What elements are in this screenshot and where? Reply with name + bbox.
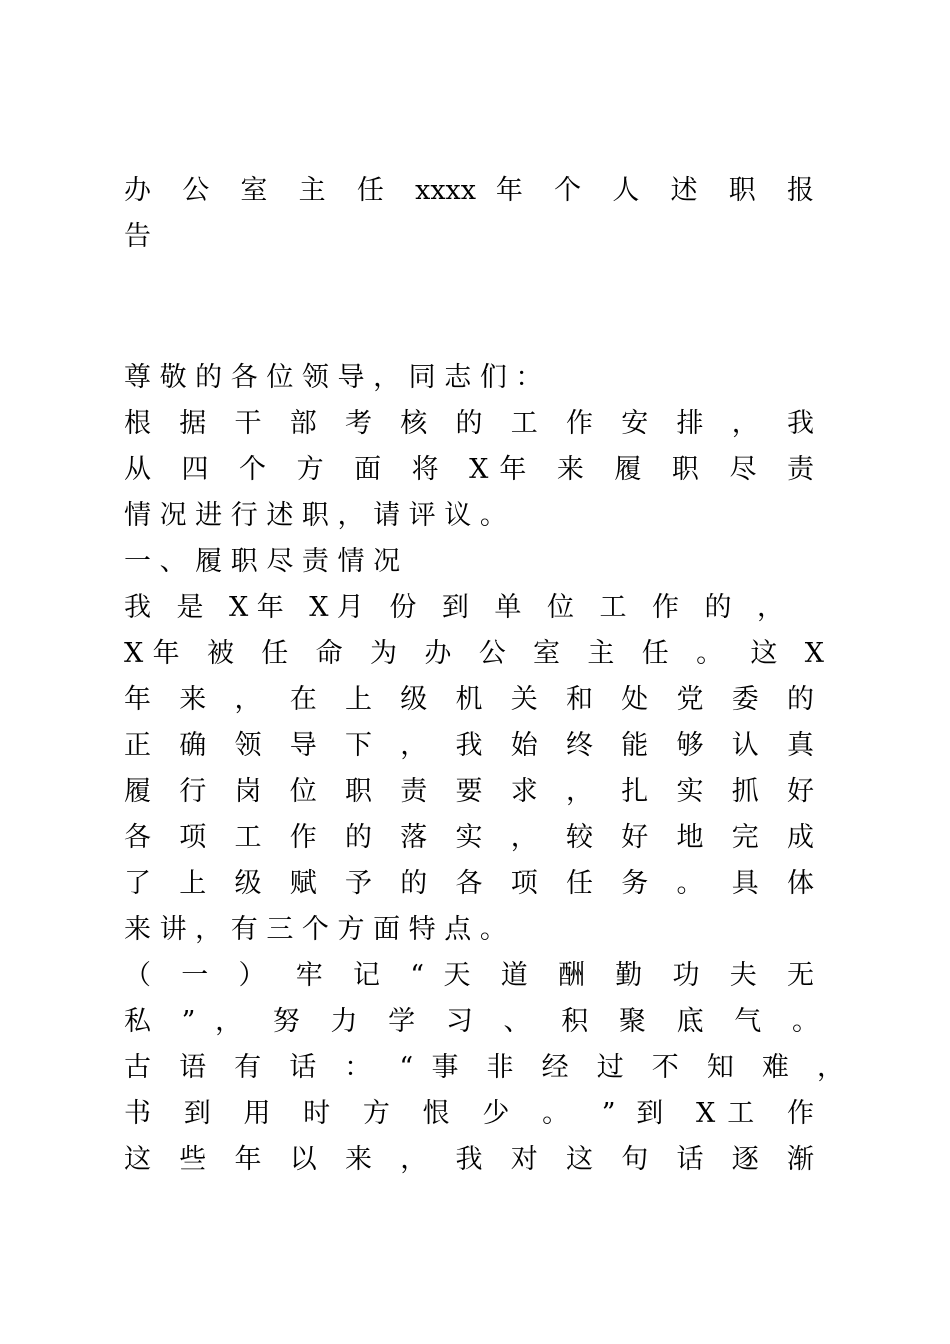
- body-line: 各 项 工 作 的 落 实 ， 较 好 地 完 成: [124, 822, 814, 853]
- subsection-heading: （ 一 ） 牢 记 “ 天 道 酬 勤 功 夫 无: [124, 960, 814, 991]
- body-line: 我 是 X年 X月 份 到 单 位 工 作 的 ，: [124, 592, 784, 623]
- body-line: 这 些 年 以 来 ， 我 对 这 句 话 逐 渐: [124, 1144, 814, 1175]
- body-line: 根 据 干 部 考 核 的 工 作 安 排 ， 我: [124, 408, 814, 439]
- body-line: 情 况 进 行 述 职 ， 请 评 议 。: [124, 500, 507, 531]
- document-body: [124, 355, 844, 1183]
- body-line: 古 语 有 话 ： “ 事 非 经 过 不 知 难 ，: [124, 1052, 844, 1083]
- body-line: 来 讲 ， 有 三 个 方 面 特 点 。: [124, 914, 507, 945]
- title-line-2: 告: [124, 221, 151, 252]
- body-line: 履 行 岗 位 职 责 要 求 ， 扎 实 抓 好: [124, 776, 814, 807]
- body-line-greeting: 尊 敬 的 各 位 领 导 ， 同 志 们 ：: [124, 362, 543, 393]
- body-line: 正 确 领 导 下 ， 我 始 终 能 够 认 真: [124, 730, 814, 761]
- body-line: 年 来 ， 在 上 级 机 关 和 处 党 委 的: [124, 684, 814, 715]
- subsection-heading: 私 ” ， 努 力 学 习 、 积 聚 底 气 。: [124, 1006, 819, 1037]
- body-line: 了 上 级 赋 予 的 各 项 任 务 。 具 体: [124, 868, 814, 899]
- document-title: [124, 168, 814, 260]
- body-line: X年 被 任 命 为 办 公 室 主 任 。 这 X: [124, 638, 824, 669]
- title-line-1: 办 公 室 主 任 xxxx 年 个 人 述 职 报: [124, 175, 814, 206]
- section-heading: 一 、 履 职 尽 责 情 况: [124, 546, 401, 577]
- body-line: 书 到 用 时 方 恨 少 。 ” 到 X工 作: [124, 1098, 814, 1129]
- body-line: 从 四 个 方 面 将 X年 来 履 职 尽 责: [124, 454, 814, 485]
